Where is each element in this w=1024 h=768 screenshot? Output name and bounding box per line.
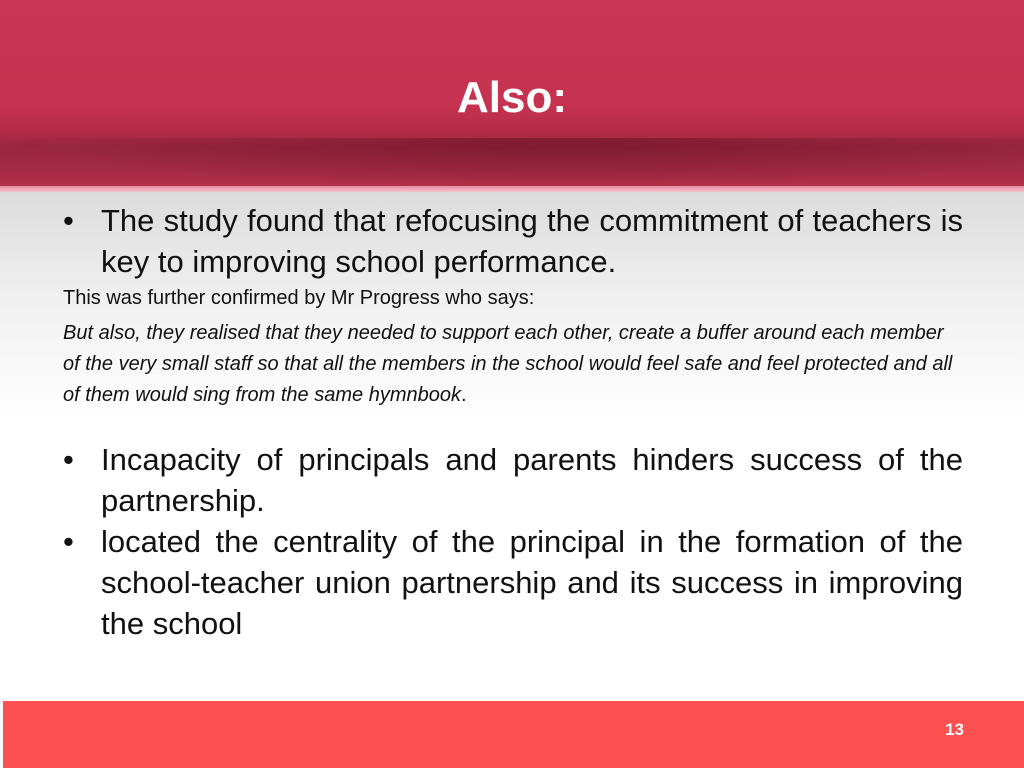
slide-title: Also: bbox=[457, 73, 567, 122]
footer-band bbox=[0, 701, 1024, 768]
quotation-end: . bbox=[460, 384, 467, 406]
supporting-note: This was further confirmed by Mr Progress who says: bbox=[63, 287, 535, 309]
page-number: 13 bbox=[945, 720, 964, 739]
header-shadow bbox=[0, 138, 1024, 188]
bullet-item bbox=[63, 439, 963, 521]
bullet-text: Incapacity of principals and parents hinders success of the partnership. bbox=[101, 442, 963, 518]
spacer bbox=[63, 411, 963, 439]
bullet-dot-icon: • bbox=[63, 203, 74, 238]
bullet-item bbox=[63, 521, 963, 644]
footer-edge bbox=[0, 701, 3, 768]
bullet-text: located the centrality of the principal in the formation of the school-teacher union partnership and its success in improving the school bbox=[101, 524, 963, 641]
slide-body bbox=[63, 200, 963, 644]
bullet-text: The study found that refocusing the commitment of teachers is key to improving school performance. bbox=[101, 203, 963, 279]
bullet-dot-icon: • bbox=[63, 524, 74, 559]
bullet-dot-icon: • bbox=[63, 442, 74, 477]
bullet-item bbox=[63, 200, 963, 282]
quotation-text: But also, they realised that they needed to support each other, create a buffer around each member of the very small staff so that all the members in the school would feel safe and feel protected and all of them would sing from the same hymnbook bbox=[63, 322, 953, 406]
quotation bbox=[63, 318, 963, 411]
